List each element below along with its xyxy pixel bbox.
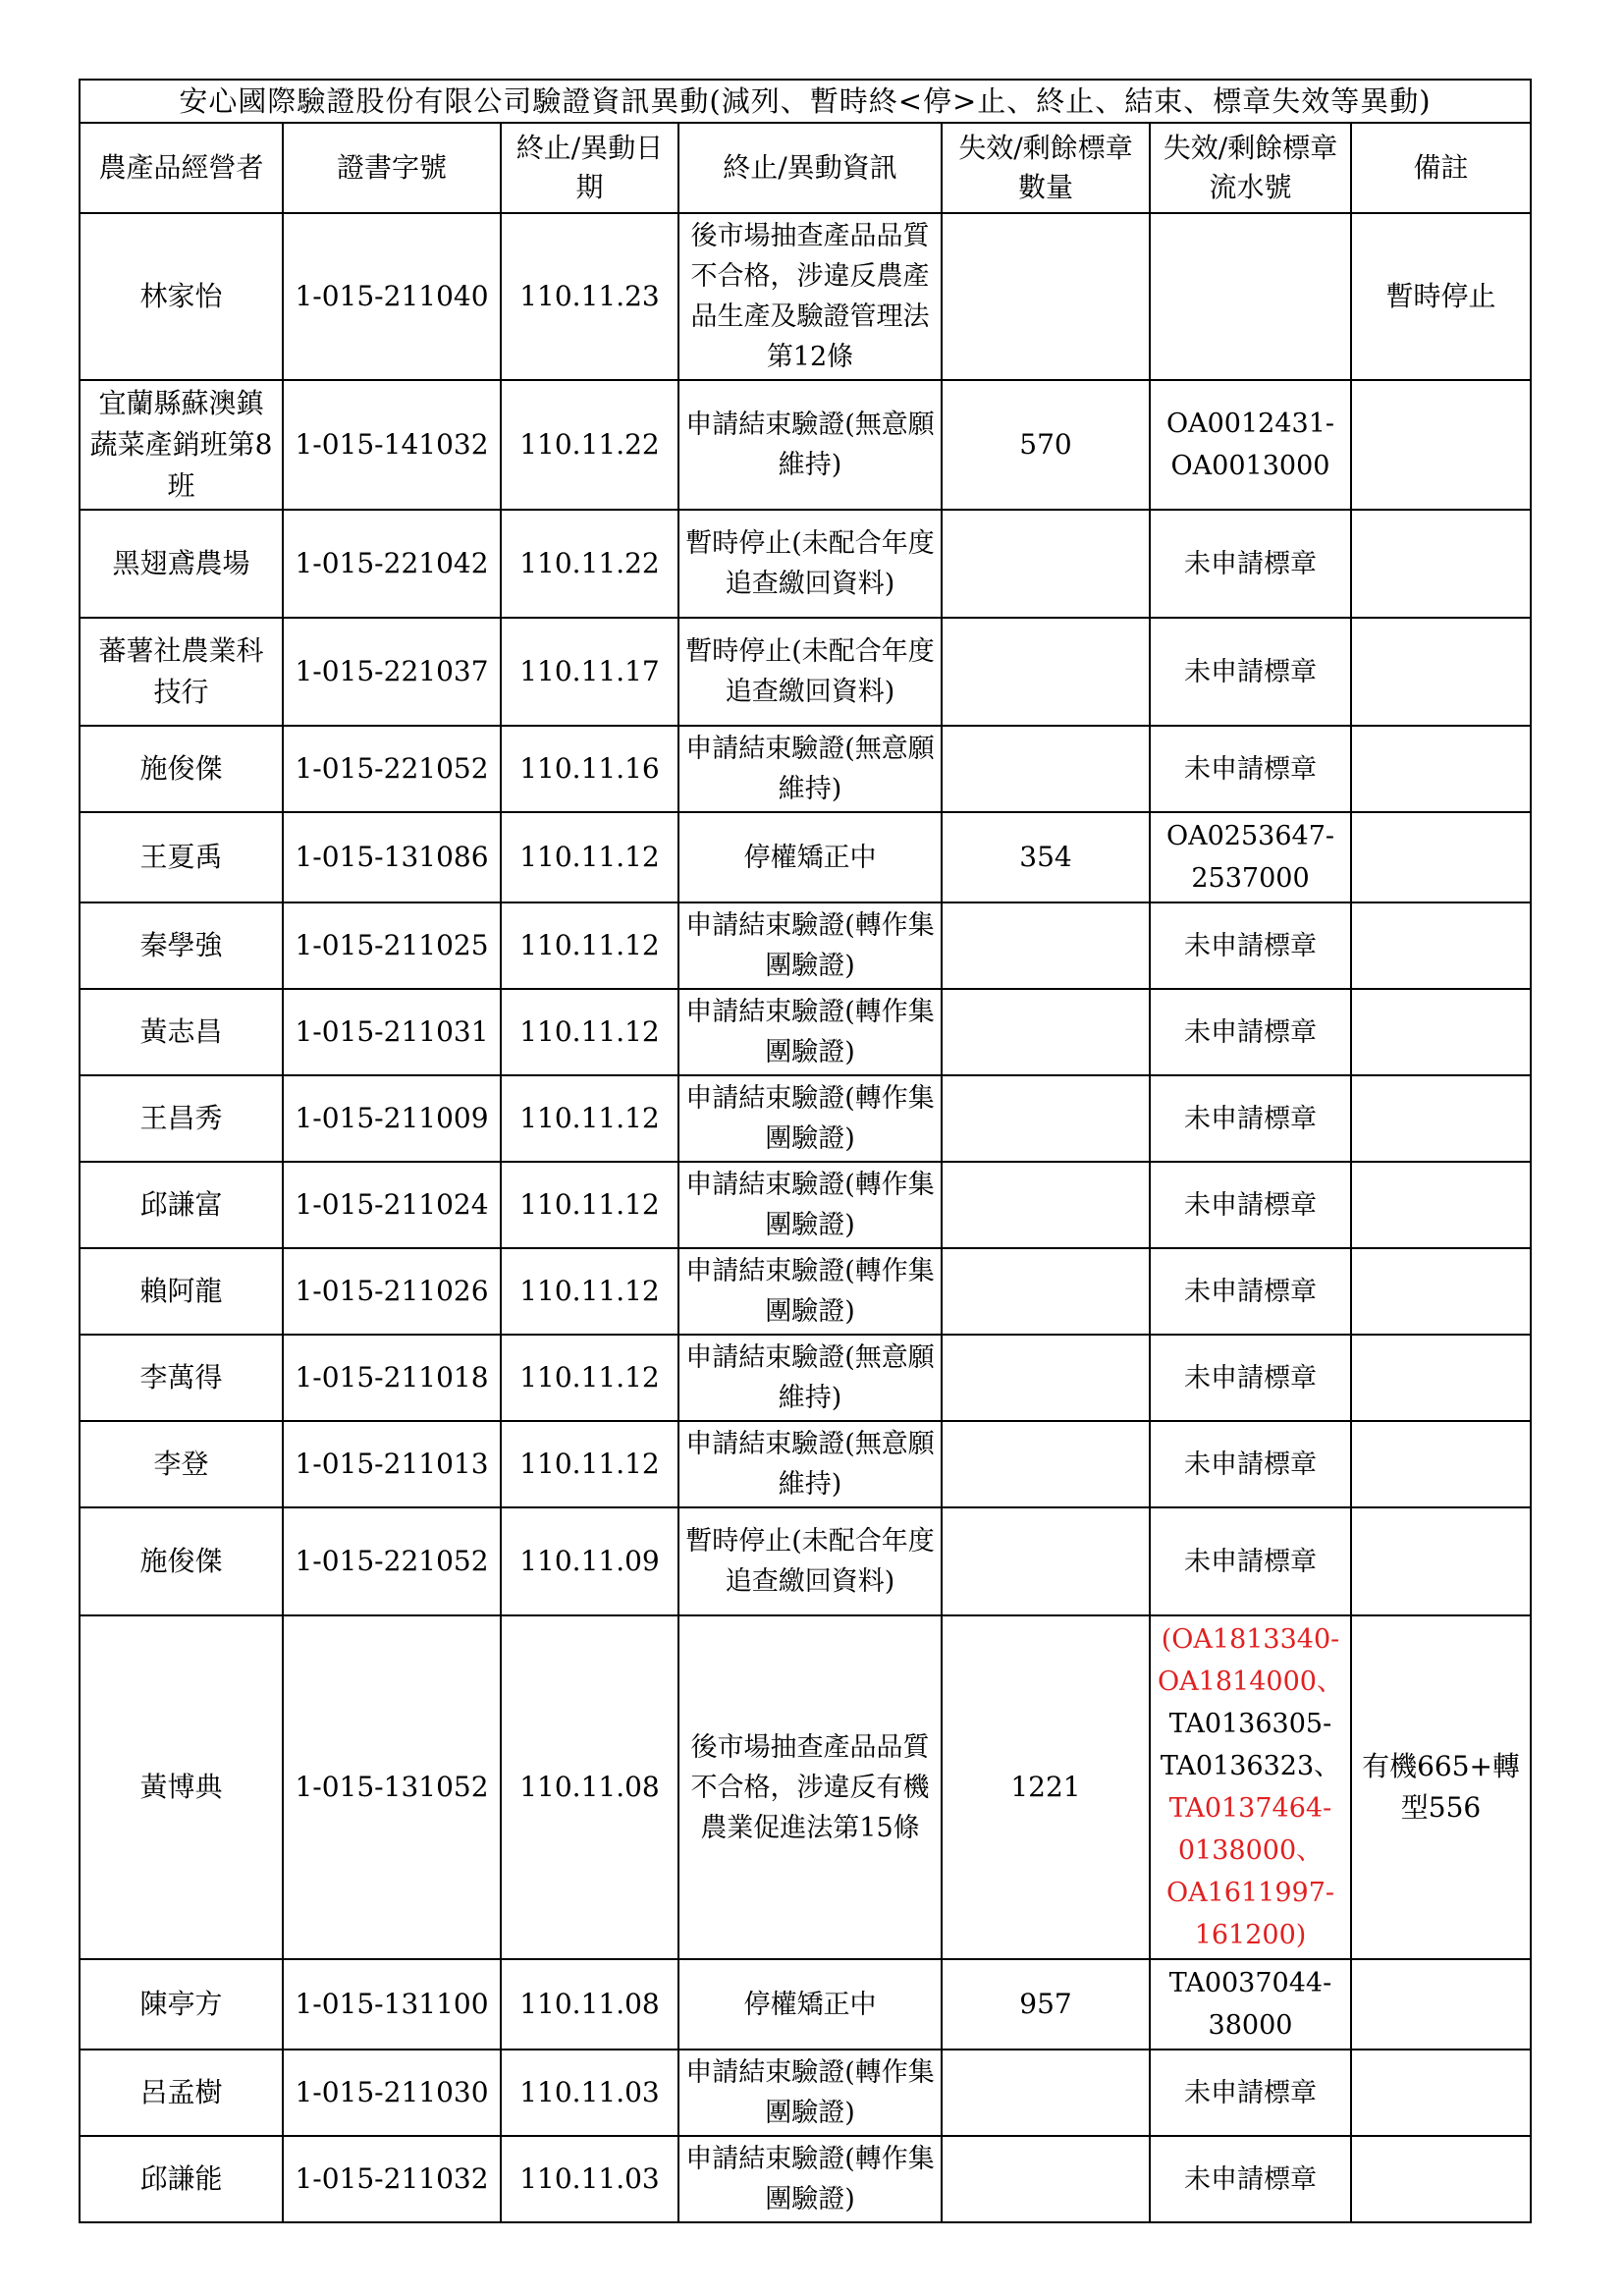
label-serial-cell: 未申請標章: [1150, 989, 1351, 1075]
table-row: [80, 2050, 1531, 2136]
note-cell: [1351, 510, 1531, 618]
operator-cell: 賴阿龍: [80, 1248, 283, 1335]
operator-cell: 黑翅鳶農場: [80, 510, 283, 618]
header-change-info: 終止/異動資訊: [678, 123, 942, 213]
date-cell: 110.11.12: [501, 1421, 678, 1507]
header-note: 備註: [1351, 123, 1531, 213]
change-info-cell: 申請結束驗證(無意願維持): [678, 726, 942, 812]
table-row: [80, 1615, 1531, 1959]
label-count-cell: [942, 726, 1150, 812]
date-cell: 110.11.12: [501, 1075, 678, 1162]
header-row: [80, 123, 1531, 213]
operator-cell: 施俊傑: [80, 1507, 283, 1615]
date-cell: 110.11.16: [501, 726, 678, 812]
operator-cell: 蕃薯社農業科技行: [80, 618, 283, 726]
table-row: [80, 726, 1531, 812]
operator-cell: 陳亭方: [80, 1959, 283, 2050]
header-operator: 農產品經營者: [80, 123, 283, 213]
label-serial-cell: OA0253647-2537000: [1150, 812, 1351, 902]
header-label-serial: 失效/剩餘標章流水號: [1150, 123, 1351, 213]
label-count-cell: [942, 213, 1150, 380]
date-cell: 110.11.12: [501, 989, 678, 1075]
operator-cell: 秦學強: [80, 902, 283, 989]
date-cell: 110.11.12: [501, 812, 678, 902]
label-count-cell: [942, 1421, 1150, 1507]
change-info-cell: 停權矯正中: [678, 1959, 942, 2050]
cert-number-cell: 1-015-211013: [283, 1421, 501, 1507]
label-count-cell: 957: [942, 1959, 1150, 2050]
change-info-cell: 申請結束驗證(無意願維持): [678, 1421, 942, 1507]
table-row: [80, 902, 1531, 989]
change-info-cell: 停權矯正中: [678, 812, 942, 902]
cert-number-cell: 1-015-141032: [283, 380, 501, 510]
label-serial-cell: 未申請標章: [1150, 2050, 1351, 2136]
date-cell: 110.11.08: [501, 1959, 678, 2050]
table-row: [80, 1421, 1531, 1507]
cert-number-cell: 1-015-211031: [283, 989, 501, 1075]
table-row: [80, 2136, 1531, 2222]
change-info-cell: 申請結束驗證(轉作集團驗證): [678, 2050, 942, 2136]
date-cell: 110.11.03: [501, 2050, 678, 2136]
title-row: [80, 80, 1531, 123]
label-serial-cell: 未申請標章: [1150, 726, 1351, 812]
date-cell: 110.11.23: [501, 213, 678, 380]
label-count-cell: [942, 1075, 1150, 1162]
cert-number-cell: 1-015-211025: [283, 902, 501, 989]
label-serial-cell: 未申請標章: [1150, 2136, 1351, 2222]
table-row: [80, 618, 1531, 726]
cert-number-cell: 1-015-211030: [283, 2050, 501, 2136]
date-cell: 110.11.22: [501, 510, 678, 618]
change-info-cell: 後市場抽查產品品質不合格，涉違反農產品生產及驗證管理法第12條: [678, 213, 942, 380]
date-cell: 110.11.17: [501, 618, 678, 726]
label-serial-cell: 未申請標章: [1150, 510, 1351, 618]
operator-cell: 黃志昌: [80, 989, 283, 1075]
table-row: [80, 1959, 1531, 2050]
label-count-cell: 1221: [942, 1615, 1150, 1959]
table-row: [80, 1162, 1531, 1248]
label-serial-cell: TA0037044-38000: [1150, 1959, 1351, 2050]
date-cell: 110.11.22: [501, 380, 678, 510]
label-count-cell: 570: [942, 380, 1150, 510]
cert-number-cell: 1-015-221042: [283, 510, 501, 618]
label-serial-cell: 未申請標章: [1150, 902, 1351, 989]
operator-cell: 呂孟樹: [80, 2050, 283, 2136]
change-info-cell: 後市場抽查產品品質不合格，涉違反有機農業促進法第15條: [678, 1615, 942, 1959]
note-cell: [1351, 618, 1531, 726]
note-cell: 有機665+轉型556: [1351, 1615, 1531, 1959]
label-serial-cell: 未申請標章: [1150, 1335, 1351, 1421]
date-cell: 110.11.12: [501, 1335, 678, 1421]
operator-cell: 黃博典: [80, 1615, 283, 1959]
label-serial-cell: [1150, 213, 1351, 380]
header-label-count: 失效/剩餘標章數量: [942, 123, 1150, 213]
label-count-cell: 354: [942, 812, 1150, 902]
label-serial-cell: 未申請標章: [1150, 1507, 1351, 1615]
date-cell: 110.11.03: [501, 2136, 678, 2222]
table-row: [80, 1075, 1531, 1162]
operator-cell: 宜蘭縣蘇澳鎮蔬菜產銷班第8班: [80, 380, 283, 510]
table-row: [80, 380, 1531, 510]
date-cell: 110.11.12: [501, 1162, 678, 1248]
date-cell: 110.11.09: [501, 1507, 678, 1615]
header-cert-number: 證書字號: [283, 123, 501, 213]
table-row: [80, 1335, 1531, 1421]
change-info-cell: 申請結束驗證(無意願維持): [678, 1335, 942, 1421]
date-cell: 110.11.12: [501, 1248, 678, 1335]
note-cell: [1351, 1075, 1531, 1162]
change-info-cell: 申請結束驗證(轉作集團驗證): [678, 1248, 942, 1335]
label-serial-cell: 未申請標章: [1150, 1075, 1351, 1162]
header-date: 終止/異動日期: [501, 123, 678, 213]
cert-number-cell: 1-015-211040: [283, 213, 501, 380]
table-title: 安心國際驗證股份有限公司驗證資訊異動(減列、暫時終<停>止、終止、結束、標章失效等異動): [80, 80, 1531, 123]
label-count-cell: [942, 2050, 1150, 2136]
operator-cell: 邱謙能: [80, 2136, 283, 2222]
date-cell: 110.11.12: [501, 902, 678, 989]
operator-cell: 王夏禹: [80, 812, 283, 902]
label-count-cell: [942, 618, 1150, 726]
certification-changes-table: [79, 79, 1532, 2223]
label-serial-cell: 未申請標章: [1150, 1248, 1351, 1335]
label-count-cell: [942, 1162, 1150, 1248]
cert-number-cell: 1-015-221037: [283, 618, 501, 726]
label-count-cell: [942, 1507, 1150, 1615]
operator-cell: 王昌秀: [80, 1075, 283, 1162]
label-count-cell: [942, 1248, 1150, 1335]
change-info-cell: 申請結束驗證(轉作集團驗證): [678, 1162, 942, 1248]
serial-segment: (OA1813340-OA1814000、: [1158, 1624, 1343, 1697]
label-count-cell: [942, 989, 1150, 1075]
cert-number-cell: 1-015-211032: [283, 2136, 501, 2222]
note-cell: [1351, 1248, 1531, 1335]
change-info-cell: 暫時停止(未配合年度追查繳回資料): [678, 618, 942, 726]
label-count-cell: [942, 902, 1150, 989]
label-serial-cell: OA0012431-OA0013000: [1150, 380, 1351, 510]
change-info-cell: 申請結束驗證(轉作集團驗證): [678, 902, 942, 989]
change-info-cell: 申請結束驗證(轉作集團驗證): [678, 1075, 942, 1162]
note-cell: [1351, 1335, 1531, 1421]
table-row: [80, 1248, 1531, 1335]
change-info-cell: 申請結束驗證(無意願維持): [678, 380, 942, 510]
note-cell: [1351, 2136, 1531, 2222]
operator-cell: 邱謙富: [80, 1162, 283, 1248]
label-serial-cell: 未申請標章: [1150, 618, 1351, 726]
table-row: [80, 510, 1531, 618]
operator-cell: 李登: [80, 1421, 283, 1507]
date-cell: 110.11.08: [501, 1615, 678, 1959]
serial-segment: TA0137464-0138000、OA1611997-161200): [1165, 1793, 1334, 1950]
cert-number-cell: 1-015-211009: [283, 1075, 501, 1162]
cert-number-cell: 1-015-131086: [283, 812, 501, 902]
table-body: [80, 213, 1531, 2222]
note-cell: [1351, 380, 1531, 510]
label-count-cell: [942, 1335, 1150, 1421]
change-info-cell: 暫時停止(未配合年度追查繳回資料): [678, 1507, 942, 1615]
note-cell: [1351, 726, 1531, 812]
serial-segment: TA0136305-TA0136323、: [1160, 1709, 1341, 1781]
cert-number-cell: 1-015-221052: [283, 1507, 501, 1615]
label-count-cell: [942, 510, 1150, 618]
note-cell: [1351, 1162, 1531, 1248]
note-cell: [1351, 2050, 1531, 2136]
label-serial-cell: [1150, 1615, 1351, 1959]
change-info-cell: 申請結束驗證(轉作集團驗證): [678, 989, 942, 1075]
label-serial-cell: 未申請標章: [1150, 1421, 1351, 1507]
label-count-cell: [942, 2136, 1150, 2222]
table-row: [80, 812, 1531, 902]
note-cell: [1351, 989, 1531, 1075]
cert-number-cell: 1-015-211024: [283, 1162, 501, 1248]
note-cell: [1351, 902, 1531, 989]
note-cell: [1351, 812, 1531, 902]
operator-cell: 林家怡: [80, 213, 283, 380]
table-row: [80, 1507, 1531, 1615]
cert-number-cell: 1-015-221052: [283, 726, 501, 812]
change-info-cell: 申請結束驗證(轉作集團驗證): [678, 2136, 942, 2222]
note-cell: 暫時停止: [1351, 213, 1531, 380]
operator-cell: 李萬得: [80, 1335, 283, 1421]
note-cell: [1351, 1507, 1531, 1615]
operator-cell: 施俊傑: [80, 726, 283, 812]
note-cell: [1351, 1959, 1531, 2050]
cert-number-cell: 1-015-131100: [283, 1959, 501, 2050]
cert-number-cell: 1-015-211026: [283, 1248, 501, 1335]
table-row: [80, 213, 1531, 380]
label-serial-cell: 未申請標章: [1150, 1162, 1351, 1248]
table-row: [80, 989, 1531, 1075]
note-cell: [1351, 1421, 1531, 1507]
cert-number-cell: 1-015-211018: [283, 1335, 501, 1421]
change-info-cell: 暫時停止(未配合年度追查繳回資料): [678, 510, 942, 618]
cert-number-cell: 1-015-131052: [283, 1615, 501, 1959]
